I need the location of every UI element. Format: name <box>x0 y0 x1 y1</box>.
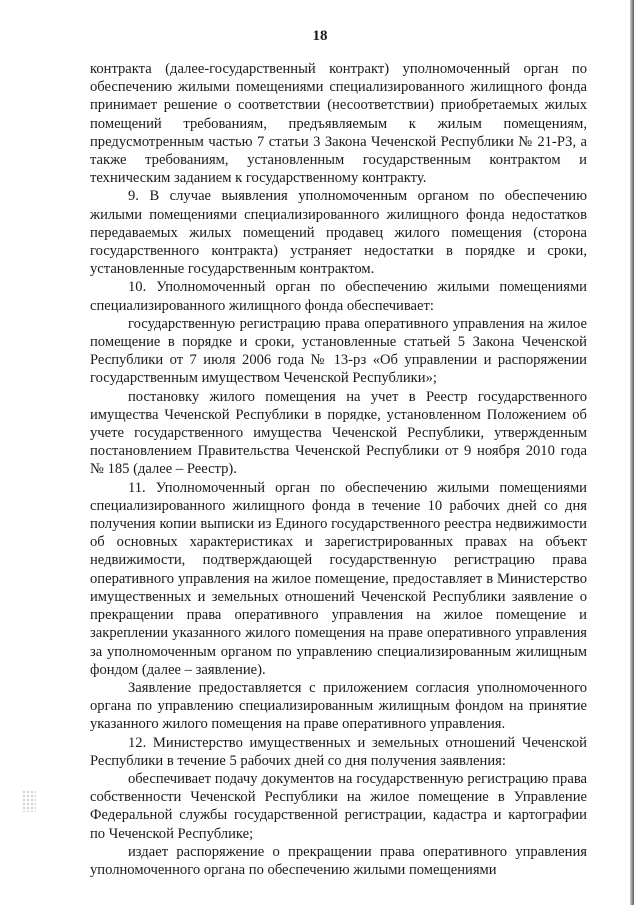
scan-edge-shadow <box>630 0 634 905</box>
paragraph-5: постановку жилого помещения на учет в Реестр государственного имущества Чеченской Республики в порядке, установленном Положением об учете государственного имущества Чеченской Республики, утвержденным постановлением Правительства Чеченской Республики от 9 ноября 2010 года № 185 (далее – Реестр). <box>90 388 587 478</box>
paragraph-3: 10. Уполномоченный орган по обеспечению жилыми помещениями специализированного жилищного фонда обеспечивает: <box>90 279 587 314</box>
paragraph-1: контракта (далее-государственный контракт) уполномоченный орган по обеспечению жилыми помещениями специализированного жилищного фонда принимает решение о соответствии (несоответствии) приобретаемых жилых помещений требованиям, предъявляемым к жилым помещениям, предусмотренным частью 7 статьи 3 Закона Чеченской Республики № 21-РЗ, а также требованиям, установленным государственным контрактом и техническим заданием к государственному контракту. <box>90 61 587 187</box>
paragraph-6: 11. Уполномоченный орган по обеспечению жилыми помещениями специализированного жилищного фонда в течение 10 рабочих дней со дня получения копии выписки из Единого государственного реестра недвижимости об основных характеристиках и зарегистрированных правах на объект недвижимости, подтверждающей государственную регистрацию права оперативного управления на жилое помещение, предоставляет в Министерство имущественных и земельных отношений Чеченской Республики заявление о прекращении права оперативного управления на жилое помещение и закреплении указанного жилого помещения на праве оперативного управления за уполномоченным органом по управлению специализированным жилищным фондом (далее – заявление). <box>90 479 587 678</box>
paragraph-7: Заявление предоставляется с приложением согласия уполномоченного органа по управлению специализированным жилищным фондом на принятие указанного жилого помещения на праве оперативного управления. <box>90 679 587 733</box>
page-number: 18 <box>312 28 328 44</box>
paragraph-9: обеспечивает подачу документов на государственную регистрацию права собственности Чеченской Республики на жилое помещение в Управление Федеральной службы государственной регистрации, кадастра и картографии по Чеченской Республике; <box>90 770 587 842</box>
paragraph-10: издает распоряжение о прекращении права оперативного управления уполномоченного органа по обеспечению жилыми помещениями <box>90 843 587 878</box>
document-body <box>90 60 587 879</box>
scan-speck <box>22 790 36 812</box>
paragraph-2: 9. В случае выявления уполномоченным органом по обеспечению жилыми помещениями специализированного жилищного фонда недостатков передаваемых жилых помещений продавец жилого помещения (сторона государственного контракта) устраняет недостатки в порядке и сроки, установленные государственным контрактом. <box>90 188 587 278</box>
paragraph-8: 12. Министерство имущественных и земельных отношений Чеченской Республики в течение 5 рабочих дней со дня получения заявления: <box>90 734 587 769</box>
paragraph-4: государственную регистрацию права оперативного управления на жилое помещение в порядке и сроки, установленные статьей 5 Закона Чеченской Республики от 7 июля 2006 года № 13-рз «Об управлении и распоряжении государственным имуществом Чеченской Республики»; <box>90 315 587 387</box>
